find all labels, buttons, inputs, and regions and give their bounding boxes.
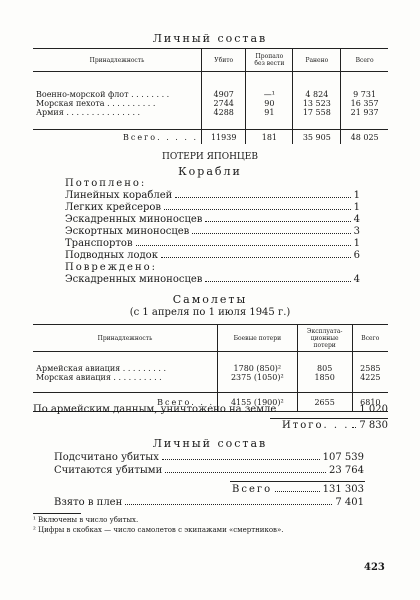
sunk-value-0: 1 [353, 190, 360, 201]
t2-total-cell: 4155 (1900)² [218, 393, 298, 412]
counted-killed-row [54, 452, 364, 464]
t1-cell: 13 523 [293, 99, 341, 108]
aircraft-total-value: 7 830 [359, 420, 388, 431]
aircraft-period: (с 1 апреля по 1 июля 1945 г.) [129, 307, 291, 318]
ground-destroyed-value: 1 020 [359, 404, 388, 415]
japanese-losses-title: ПОТЕРИ ЯПОНЦЕВ [162, 152, 258, 162]
t2-cell: 1850 [297, 373, 352, 393]
aircraft-losses-table [33, 324, 388, 412]
personnel-title-top: Личный состав [152, 32, 268, 45]
t2-row-label: Морская авиация . . . . . . . . . . [36, 373, 162, 382]
table-row [33, 72, 388, 100]
damaged-value-0: 4 [353, 274, 360, 285]
t2-col-combat: Боевые потери [218, 325, 298, 352]
t2-total-label: Всего. . . [33, 393, 218, 412]
t1-col-wounded: Ранено [293, 49, 341, 72]
sunk-label-0: Линейных кораблей [65, 190, 173, 201]
t1-cell: 9 731 [341, 72, 388, 100]
t1-total-cell: 35 905 [293, 130, 341, 145]
t1-cell: 4288 [202, 108, 246, 130]
t1-cell: 4 824 [293, 72, 341, 100]
t2-col-operational: Эксплуата-ционные потери [297, 325, 352, 352]
sunk-label-4: Транспортов [65, 238, 133, 249]
t2-row-label: Армейская авиация . . . . . . . . . [36, 364, 166, 373]
page-number: 423 [364, 562, 385, 573]
t1-col-missing: Пропало без вести [246, 49, 293, 72]
sunk-label: Потоплено: [65, 178, 147, 189]
damaged-label: Повреждено: [65, 262, 158, 273]
personnel-total-row [232, 484, 364, 496]
t1-col-killed: Убито [202, 49, 246, 72]
t1-total-cell: 181 [246, 130, 293, 145]
table-row [33, 99, 388, 108]
t1-cell: 4907 [202, 72, 246, 100]
aircraft-total-row [282, 420, 388, 432]
sunk-label-5: Подводных лодок [65, 250, 158, 261]
sunk-value-3: 3 [353, 226, 360, 237]
divider [230, 481, 365, 482]
ground-destroyed-label: По армейским данным, уничтожено на земле [33, 404, 277, 415]
t1-row-label: Военно-морской флот . . . . . . . . [36, 90, 170, 99]
list-item [65, 274, 360, 286]
considered-killed-value: 23 764 [329, 465, 364, 476]
t1-row-label: Морская пехота . . . . . . . . . . [36, 99, 156, 108]
t1-total-cell: 48 025 [341, 130, 388, 145]
t2-cell: 2375 (1050)² [218, 373, 298, 393]
t1-total-label: Всего. . . . . [33, 130, 202, 145]
table-row [33, 108, 388, 130]
table-row [33, 373, 388, 393]
footnote-1: ¹ Включены в число убитых. [33, 516, 139, 524]
t2-total-cell: 2655 [297, 393, 352, 412]
divider [270, 418, 388, 419]
t2-col-total: Всего [352, 325, 388, 352]
sunk-label-3: Эскортных миноносцев [65, 226, 190, 237]
t2-cell: 1780 (850)² [218, 352, 298, 374]
list-item [65, 202, 360, 214]
t1-col-affiliation: Принадлежность [33, 49, 202, 72]
sunk-value-2: 4 [353, 214, 360, 225]
aircraft-total-label: Итого. . . [282, 420, 350, 431]
t1-cell: 2744 [202, 99, 246, 108]
t1-row-label: Армия . . . . . . . . . . . . . . . [36, 108, 141, 117]
counted-killed-label: Подсчитано убитых [54, 452, 159, 463]
t1-cell: 21 937 [341, 108, 388, 130]
damaged-label-0: Эскадренных миноносцев [65, 274, 203, 285]
ground-destroyed-row [33, 404, 388, 416]
captured-row [54, 497, 364, 509]
sunk-value-1: 1 [353, 202, 360, 213]
t1-col-total: Всего [341, 49, 388, 72]
t1-cell: —¹ [246, 72, 293, 100]
list-item [65, 190, 360, 202]
list-item [65, 250, 360, 262]
t1-cell: 91 [246, 108, 293, 130]
captured-value: 7 401 [335, 497, 364, 508]
considered-killed-row [54, 465, 364, 477]
personnel-total-label: Всего [232, 484, 273, 495]
t2-col-affiliation: Принадлежность [33, 325, 218, 352]
ships-title: Корабли [178, 165, 242, 178]
aircraft-title: Самолеты [172, 293, 248, 306]
personnel-total-value: 131 303 [322, 484, 364, 495]
personnel-losses-table [33, 48, 388, 144]
sunk-label-2: Эскадренных миноносцев [65, 214, 203, 225]
t1-total-cell: 11939 [202, 130, 246, 145]
t1-cell: 16 357 [341, 99, 388, 108]
t2-cell: 4225 [352, 373, 388, 393]
footnote-2: ² Цифры в скобках — число самолетов с экипажами «смертников». [33, 526, 284, 534]
list-item [65, 226, 360, 238]
t1-cell: 17 558 [293, 108, 341, 130]
sunk-value-4: 1 [353, 238, 360, 249]
sunk-value-5: 6 [353, 250, 360, 261]
captured-label: Взято в плен [54, 497, 123, 508]
list-item [65, 238, 360, 250]
t2-total-cell: 6810 [352, 393, 388, 412]
t2-cell: 805 [297, 352, 352, 374]
footnote-divider [33, 513, 81, 514]
t1-cell: 90 [246, 99, 293, 108]
list-item [65, 214, 360, 226]
counted-killed-value: 107 539 [322, 452, 364, 463]
sunk-label-1: Легких крейсеров [65, 202, 162, 213]
t2-cell: 2585 [352, 352, 388, 374]
considered-killed-label: Считаются убитыми [54, 465, 163, 476]
table-total-row [33, 130, 388, 145]
table-row [33, 352, 388, 374]
personnel-title-bottom: Личный состав [152, 437, 268, 450]
